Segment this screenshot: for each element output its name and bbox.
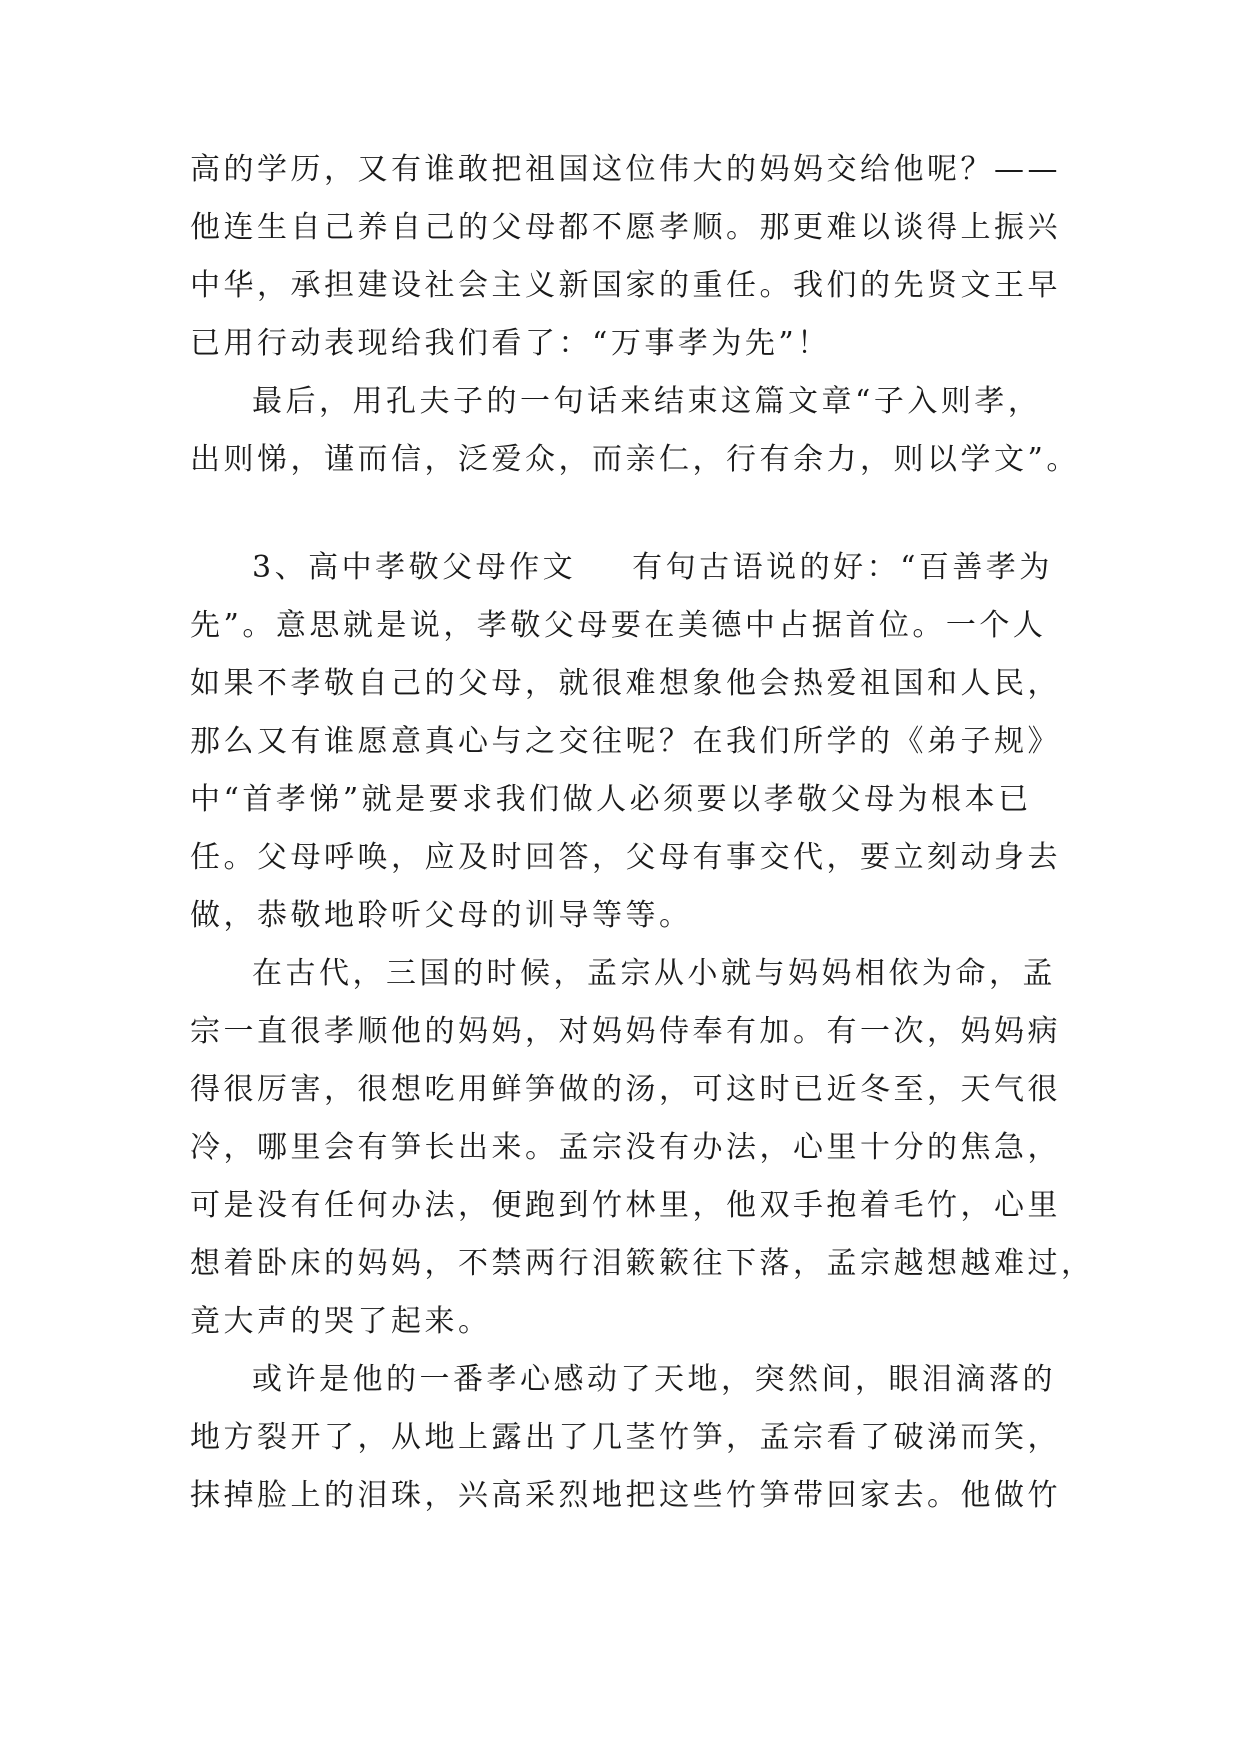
paragraph-line: 想着卧床的妈妈，不禁两行泪簌簌往下落，孟宗越想越难过， [190,1246,1095,1281]
paragraph-line: 得很厉害，很想吃用鲜笋做的汤，可这时已近冬至，天气很 [190,1072,1061,1107]
paragraph-line: 出则悌，谨而信，泛爱众，而亲仁，行有余力，则以学文”。 [190,442,1080,477]
paragraph-line: 抹掉脸上的泪珠，兴高采烈地把这些竹笋带回家去。他做竹 [190,1478,1061,1513]
section-heading-line [252,548,1053,588]
paragraph-line: 可是没有任何办法，便跑到竹林里，他双手抱着毛竹，心里 [190,1188,1061,1223]
paragraph-line: 如果不孝敬自己的父母，就很难想象他会热爱祖国和人民， [190,666,1061,701]
paragraph-line: 高的学历，又有谁敢把祖国这位伟大的妈妈交给他呢？—— [190,152,1061,187]
paragraph-line: 竟大声的哭了起来。 [190,1304,492,1339]
paragraph-start: 有句古语说的好：“百善孝为 [632,550,1053,585]
paragraph-line: 冷，哪里会有笋长出来。孟宗没有办法，心里十分的焦急， [190,1130,1061,1165]
paragraph-line: 他连生自己养自己的父母都不愿孝顺。那更难以谈得上振兴 [190,210,1061,245]
paragraph-line: 已用行动表现给我们看了：“万事孝为先”！ [190,326,831,361]
paragraph-line: 中华，承担建设社会主义新国家的重任。我们的先贤文王早 [190,268,1061,303]
paragraph-line: 最后，用孔夫子的一句话来结束这篇文章“子入则孝， [252,384,1042,419]
paragraph-line: 任。父母呼唤，应及时回答，父母有事交代，要立刻动身去 [190,840,1061,875]
paragraph-line: 或许是他的一番孝心感动了天地，突然间，眼泪滴落的 [252,1362,1056,1397]
paragraph-line: 在古代，三国的时候，孟宗从小就与妈妈相依为命，孟 [252,956,1056,991]
section-heading: 3、高中孝敬父母作文 [252,550,577,585]
paragraph-line: 地方裂开了，从地上露出了几茎竹笋，孟宗看了破涕而笑， [190,1420,1061,1455]
paragraph-line: 做，恭敬地聆听父母的训导等等。 [190,898,693,933]
paragraph-line: 那么又有谁愿意真心与之交往呢？在我们所学的《弟子规》 [190,724,1061,759]
paragraph-line: 宗一直很孝顺他的妈妈，对妈妈侍奉有加。有一次，妈妈病 [190,1014,1061,1049]
paragraph-line: 先”。意思就是说，孝敬父母要在美德中占据首位。一个人 [190,608,1047,643]
paragraph-line: 中“首孝悌”就是要求我们做人必须要以孝敬父母为根本已 [190,782,1032,817]
